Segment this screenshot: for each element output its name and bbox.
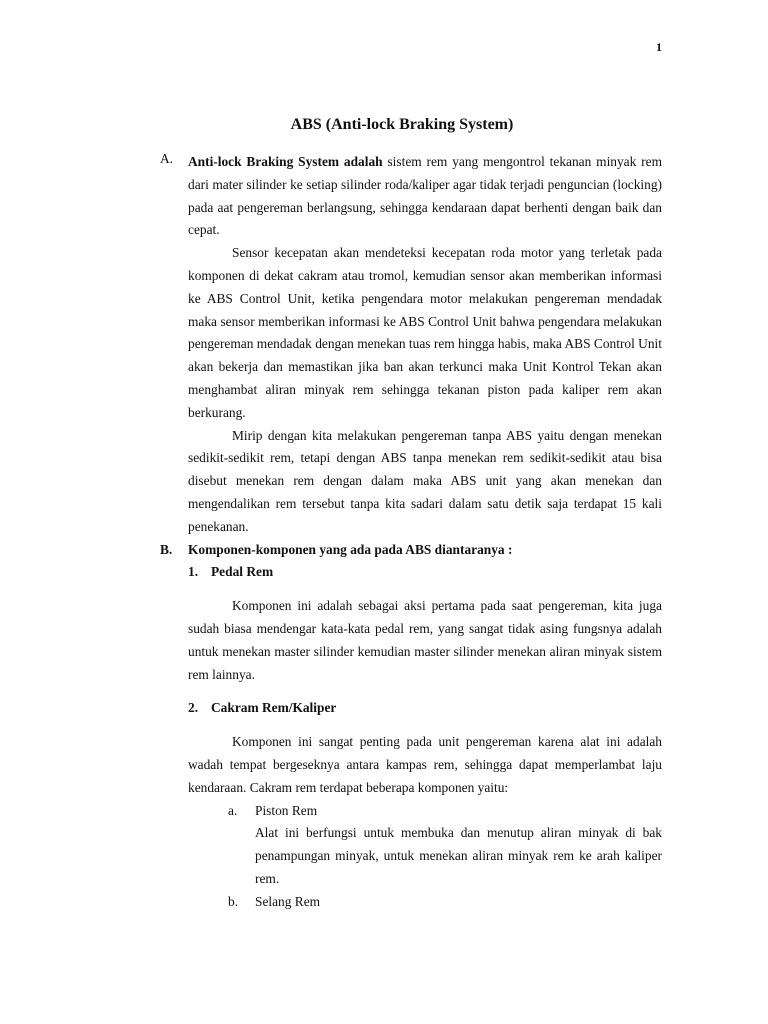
component-1-name: Pedal Rem <box>211 564 274 580</box>
section-a <box>160 151 662 539</box>
section-a-marker: A. <box>160 151 174 166</box>
part-a-text: Alat ini berfungsi untuk membuka dan menutup aliran minyak di bak penampungan minyak, untuk menekan aliran minyak rem ke arah kaliper rem. <box>255 825 662 886</box>
component-2-name: Cakram Rem/Kaliper <box>211 700 337 716</box>
section-a-definition <box>188 151 662 242</box>
part-b-letter: b. <box>228 893 239 909</box>
section-a-paragraph-2: Sensor kecepatan akan mendeteksi kecepatan roda motor yang terletak pada komponen di dekat cakram atau tromol, kemudian sensor akan memberikan informasi ke ABS Control Unit, ketika pengendara motor melakukan pengereman mendadak maka sensor memberikan informasi ke ABS Control Unit bahwa pengendara melakukan pengereman mendadak dengan menekan tuas rem hingga habis, maka ABS Control Unit akan bekerja dan memastikan jika ban akan terkunci maka Unit Kontrol Tekan akan menghambat aliran minyak rem sehingga tekanan piston pada kaliper rem akan berkurang. <box>188 245 662 420</box>
document-body <box>160 151 662 914</box>
section-b-header <box>160 539 662 562</box>
part-b <box>160 891 662 914</box>
section-b-marker: B. <box>160 541 173 557</box>
definition-text: sistem rem yang mengontrol tekanan minyak rem dari mater silinder ke setiap silinder roda/kaliper agar tidak terjadi penguncian (locking) pada aat pengereman berlangsung, sehingga kendaraan dapat berhenti dengan baik dan cepat. <box>188 154 662 238</box>
part-b-name: Selang Rem <box>255 893 321 909</box>
component-1-number: 1. <box>188 564 199 580</box>
part-a <box>160 800 662 823</box>
part-a-letter: a. <box>228 802 238 818</box>
document-title: ABS (Anti-lock Braking System) <box>290 116 514 133</box>
component-2-heading <box>160 697 662 720</box>
component-2-number: 2. <box>188 700 199 716</box>
part-a-name: Piston Rem <box>255 802 318 818</box>
section-a-paragraph-3: Mirip dengan kita melakukan pengereman tanpa ABS yaitu dengan menekan sedikit-sedikit rem, tetapi dengan ABS tanpa menekan rem sedikit-sedikit atau bisa disebut menekan rem dengan dalam maka ABS unit yang akan menekan dan mengendalikan rem tersebut tanpa kita sadari dalam satu detik saja terdapat 15 kali penekanan. <box>188 427 662 534</box>
page-number: 1 <box>656 40 662 54</box>
component-2-text: Komponen ini sangat penting pada unit pengereman karena alat ini adalah wadah tempat bergeseknya antara kampas rem, sehingga dapat memperlambat laju kendaraan. Cakram rem terdapat beberapa komponen yaitu: <box>188 734 662 795</box>
section-b-heading: Komponen-komponen yang ada pada ABS diantaranya : <box>188 541 513 557</box>
component-1-heading <box>160 561 662 584</box>
component-1-text: Komponen ini adalah sebagai aksi pertama pada saat pengereman, kita juga sudah biasa mendengar kata-kata pedal rem, yang sangat tidak asing fungsnya adalah untuk menekan master silinder kemudian master silinder menekan aliran minyak sistem rem lainnya. <box>188 598 662 682</box>
definition-term: Anti-lock Braking System adalah <box>188 154 383 169</box>
